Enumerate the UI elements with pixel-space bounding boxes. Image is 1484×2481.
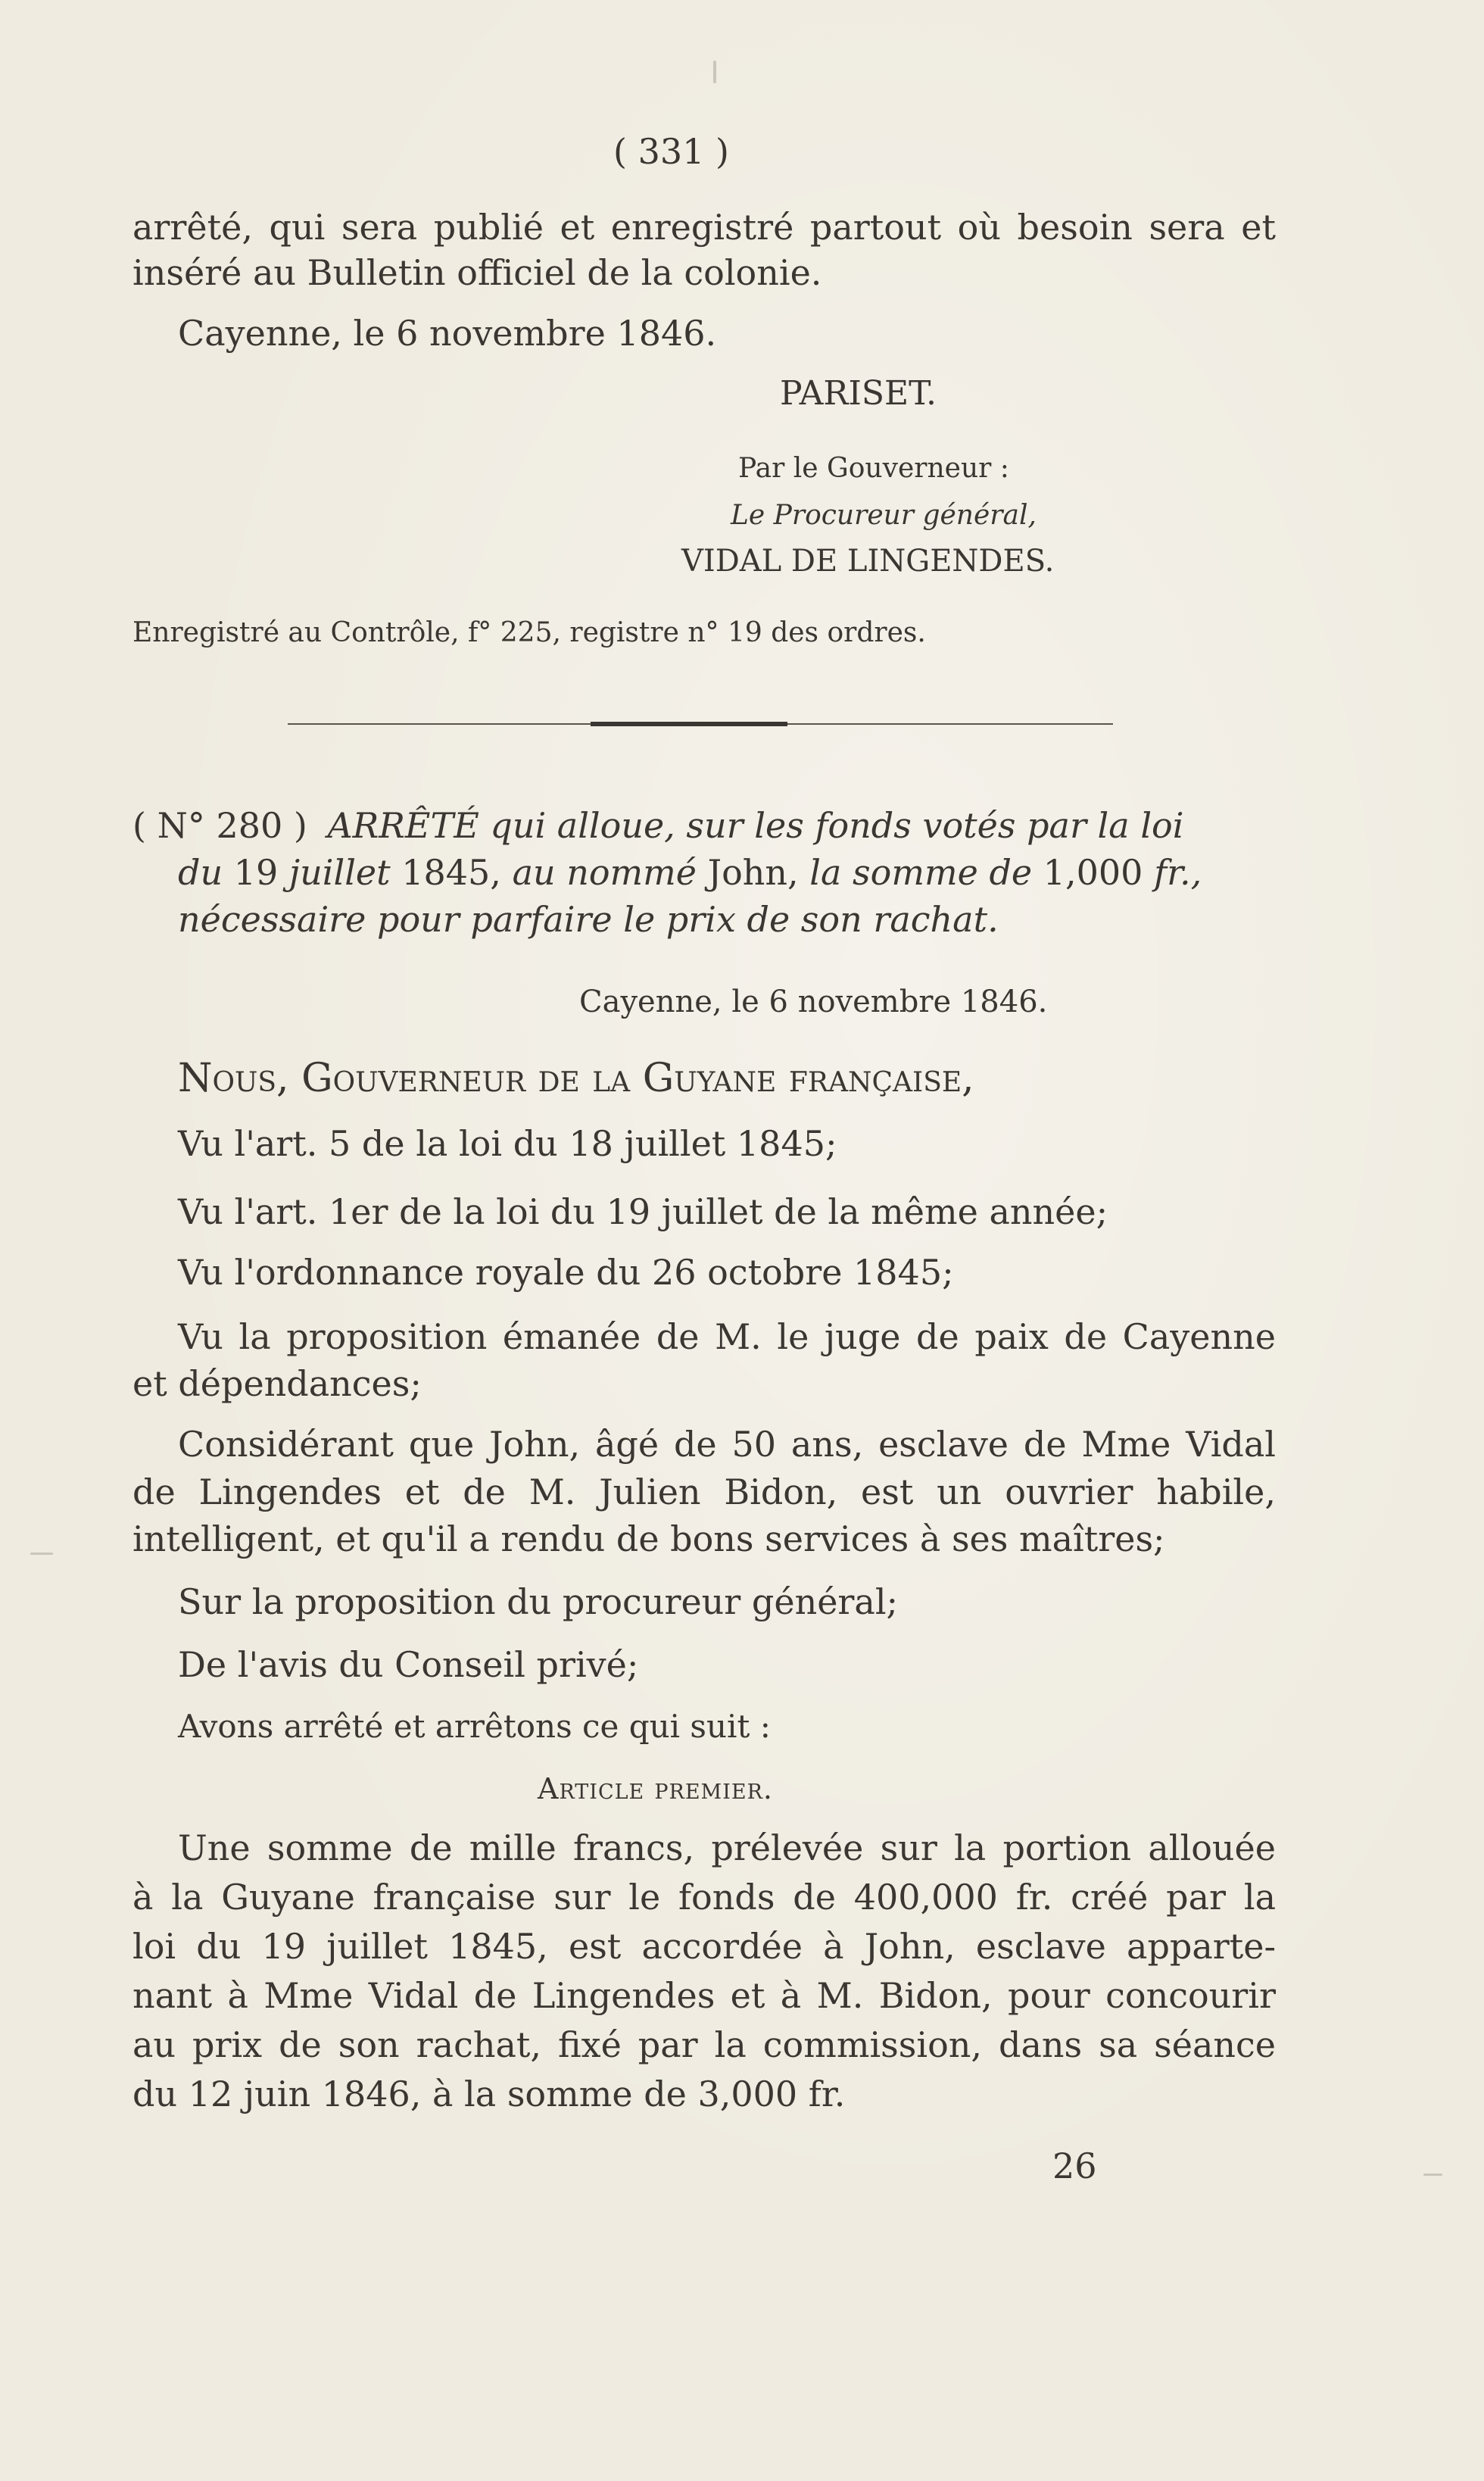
arrete-heading-line-3: nécessaire pour parfaire le prix de son rachat. — [178, 899, 999, 940]
heading-month: juillet — [288, 852, 391, 893]
signature-pariset: PARISET. — [780, 374, 937, 413]
considerant-line-2: de Lingendes et de M. Julien Bidon, est un ouvrier habile, — [132, 1471, 1276, 1512]
arrete-heading-line-1 — [132, 803, 1183, 848]
top-date: Cayenne, le 6 novembre 1846. — [178, 313, 717, 354]
paper-speck — [713, 61, 716, 83]
signature-mark: 26 — [1052, 2146, 1097, 2186]
heading-du: du — [178, 852, 223, 893]
place-date: Cayenne, le 6 novembre 1846. — [579, 985, 1048, 1019]
de-l-avis: De l'avis du Conseil privé; — [178, 1644, 639, 1685]
procureur-name: VIDAL DE LINGENDES. — [681, 544, 1055, 579]
top-line-1: arrêté, qui sera publié et enregistré partout où besoin sera et — [132, 207, 1276, 248]
par-le-gouverneur: Par le Gouverneur : — [738, 453, 1009, 484]
divider-ornament — [591, 722, 787, 726]
article-line-3: loi du 19 juillet 1845, est accordée à John, esclave apparte- — [132, 1926, 1276, 1967]
vu-proposition-line-1: Vu la proposition émanée de M. le juge de paix de Cayenne — [178, 1316, 1276, 1357]
paper-speck — [30, 1553, 53, 1555]
avons-arrete: Avons arrêté et arrêtons ce qui suit : — [178, 1708, 771, 1745]
registration-note: Enregistré au Contrôle, f° 225, registre n° 19 des ordres. — [132, 617, 926, 648]
heading-somme: la somme de — [809, 852, 1033, 893]
sur-la-proposition: Sur la proposition du procureur général; — [178, 1581, 899, 1622]
vu-art-1: Vu l'art. 1er de la loi du 19 juillet de la même année; — [178, 1191, 1108, 1232]
article-title: Article premier. — [538, 1772, 773, 1805]
arrete-number: ( N° 280 ) — [132, 805, 307, 846]
heading-amount: 1,000 — [1043, 852, 1143, 893]
heading-fr: fr., — [1154, 852, 1202, 893]
article-line-6: du 12 juin 1846, à la somme de 3,000 fr. — [132, 2074, 846, 2114]
arrete-heading-line-2 — [178, 850, 1202, 895]
vu-ordonnance: Vu l'ordonnance royale du 26 octobre 1845; — [178, 1252, 954, 1293]
vu-proposition-line-2: et dépendances; — [132, 1363, 422, 1404]
top-line-2: inséré au Bulletin officiel de la colonie. — [132, 252, 822, 293]
paper-speck — [1423, 2174, 1442, 2176]
article-line-2: à la Guyane française sur le fonds de 400,000 fr. créé par la — [132, 1877, 1276, 1918]
page-number: ( 331 ) — [613, 131, 729, 172]
considerant-line-3: intelligent, et qu'il a rendu de bons services à ses maîtres; — [132, 1518, 1165, 1559]
article-line-5: au prix de son rachat, fixé par la commission, dans sa séance — [132, 2024, 1276, 2065]
nous-gouverneur: Nous, Gouverneur de la Guyane française, — [178, 1056, 974, 1101]
heading-day: 19 — [233, 852, 279, 893]
article-line-1: Une somme de mille francs, prélevée sur la portion allouée — [178, 1827, 1276, 1868]
considerant-line-1: Considérant que John, âgé de 50 ans, esclave de Mme Vidal — [178, 1424, 1276, 1465]
article-line-4: nant à Mme Vidal de Lingendes et à M. Bidon, pour concourir — [132, 1975, 1276, 2016]
heading-au-nomme: au nommé — [512, 852, 697, 893]
heading-john: John, — [707, 852, 799, 893]
procureur-title: Le Procureur général, — [731, 500, 1037, 531]
vu-art-5: Vu l'art. 5 de la loi du 18 juillet 1845; — [178, 1123, 837, 1164]
heading-year: 1845, — [401, 852, 501, 893]
arrete-title: ARRÊTÉ qui alloue, sur les fonds votés par la loi — [327, 805, 1184, 846]
